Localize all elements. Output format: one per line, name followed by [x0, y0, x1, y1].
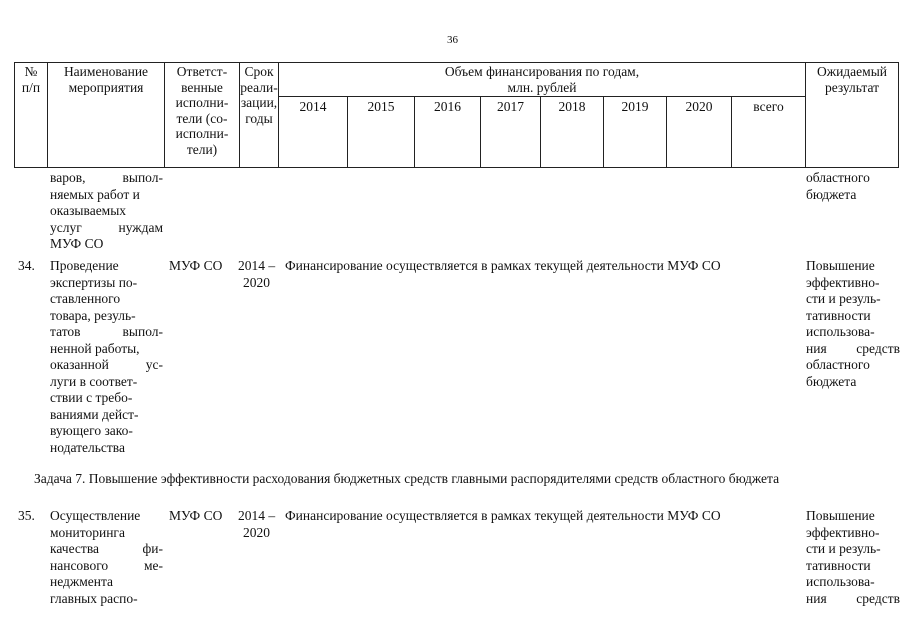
task-7-heading: Задача 7. Повышение эффективности расходования бюджетных средств главными распорядителями средств областного бюджета — [34, 471, 780, 486]
row-35-term: 2014 – 2020 — [238, 508, 276, 540]
header-total: всего — [753, 99, 784, 114]
row-35-responsible: МУФ СО — [169, 508, 223, 523]
header-name: Наименование мероприятия — [63, 64, 149, 95]
header-year-2017: 2017 — [497, 99, 524, 114]
header-year-2019: 2019 — [621, 99, 649, 114]
header-year-2016: 2016 — [434, 99, 461, 114]
header-funding-title: Объем финансирования по годам, млн. рублей — [444, 64, 640, 95]
row-34-funding: Финансирование осуществляется в рамках текущей деятельности МУФ СО — [285, 258, 721, 273]
row-35-name: Осуществление мониторинга качества фи- нансового ме- неджмента главных распо- — [50, 508, 163, 606]
page-number: 36 — [447, 34, 458, 46]
row-35-number: 35. — [18, 508, 35, 523]
header-year-2020: 2020 — [685, 99, 713, 114]
row-35-result: Повышение эффективно- сти и резуль- тативности использова- ния средств — [806, 508, 900, 606]
table-header — [14, 62, 899, 168]
header-year-2014: 2014 — [299, 99, 327, 114]
header-year-2018: 2018 — [558, 99, 586, 114]
header-responsible: Ответст- венные исполни- тели (со- исполни- тели) — [175, 64, 229, 157]
row-35-funding: Финансирование осуществляется в рамках текущей деятельности МУФ СО — [285, 508, 721, 523]
header-term: Срок реали- зации, годы — [240, 64, 278, 126]
row-34-term: 2014 – 2020 — [238, 258, 276, 290]
continued-row-name: варов, выпол- няемых работ и оказываемых услуг нуждам МУФ СО — [50, 170, 163, 251]
row-34-number: 34. — [18, 258, 35, 273]
row-34-responsible: МУФ СО — [169, 258, 223, 273]
header-result: Ожидаемый результат — [817, 64, 887, 95]
row-34-name: Проведение экспертизы по- ставленного товара, резуль- татов выпол- ненной работы, оказанной ус- луги в соответ- ствии с требо- ваниями дейст- вующего зако- нодательства — [50, 258, 163, 455]
header-year-2015: 2015 — [367, 99, 395, 114]
funding-subheader-border — [278, 96, 805, 97]
continued-row-result: областного бюджета — [806, 170, 870, 202]
header-num: № п/п — [21, 64, 41, 95]
header-top-border — [14, 62, 899, 63]
header-bottom-border — [14, 167, 899, 168]
row-34-result: Повышение эффективно- сти и резуль- тативности использова- ния средств областного бюджета — [806, 258, 900, 389]
